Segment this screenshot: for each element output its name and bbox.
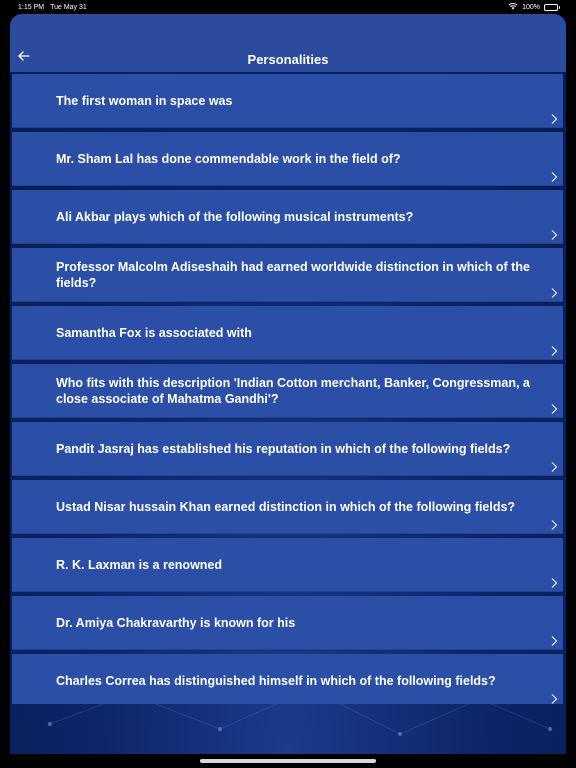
- question-text: Pandit Jasraj has established his reputation in which of the following fields?: [56, 442, 511, 456]
- question-row[interactable]: [12, 364, 563, 418]
- question-row[interactable]: [12, 74, 563, 128]
- chevron-right-icon: [549, 635, 559, 647]
- chevron-right-icon: [549, 577, 559, 589]
- question-text: Charles Correa has distinguished himself in which of the following fields?: [56, 674, 496, 688]
- status-date: Tue May 31: [50, 3, 87, 11]
- question-text: Ustad Nisar hussain Khan earned distinction in which of the following fields?: [56, 500, 516, 514]
- question-text: R. K. Laxman is a renowned: [56, 558, 223, 572]
- status-time: 1:15 PM: [18, 3, 45, 11]
- question-row[interactable]: [12, 538, 563, 592]
- question-row[interactable]: [12, 480, 563, 534]
- question-text: Ali Akbar plays which of the following musical instruments?: [56, 210, 414, 224]
- question-row[interactable]: [12, 596, 563, 650]
- question-text: Dr. Amiya Chakravarthy is known for his: [56, 616, 296, 630]
- question-text: The first woman in space was: [56, 94, 233, 108]
- main-sheet: [10, 14, 566, 754]
- battery-percent: 100%: [522, 3, 540, 11]
- battery-icon: [544, 4, 558, 11]
- question-text: Samantha Fox is associated with: [56, 326, 252, 340]
- page-title: Personalities: [247, 52, 329, 67]
- chevron-right-icon: [549, 171, 559, 183]
- status-right: [508, 2, 558, 12]
- question-row[interactable]: [12, 132, 563, 186]
- chevron-right-icon: [549, 287, 559, 299]
- chevron-right-icon: [549, 345, 559, 357]
- chevron-right-icon: [549, 461, 559, 473]
- question-text: Who fits with this description 'Indian Cotton merchant, Banker, Congressman, a close associate of Mahatma Gandhi'?: [56, 376, 530, 406]
- question-row[interactable]: [12, 654, 563, 704]
- nav-header: [10, 14, 566, 72]
- home-indicator[interactable]: [200, 759, 376, 763]
- question-row[interactable]: [12, 190, 563, 244]
- status-bar: [0, 0, 576, 14]
- question-list: [12, 74, 563, 704]
- chevron-right-icon: [549, 403, 559, 415]
- chevron-right-icon: [549, 693, 559, 704]
- chevron-right-icon: [549, 113, 559, 125]
- question-row[interactable]: [12, 422, 563, 476]
- question-text: Professor Malcolm Adiseshaih had earned worldwide distinction in which of the fields?: [56, 260, 530, 290]
- wifi-icon: [508, 2, 518, 12]
- question-row[interactable]: [12, 248, 563, 302]
- chevron-right-icon: [549, 519, 559, 531]
- chevron-right-icon: [549, 229, 559, 241]
- question-row[interactable]: [12, 306, 563, 360]
- question-text: Mr. Sham Lal has done commendable work in the field of?: [56, 152, 401, 166]
